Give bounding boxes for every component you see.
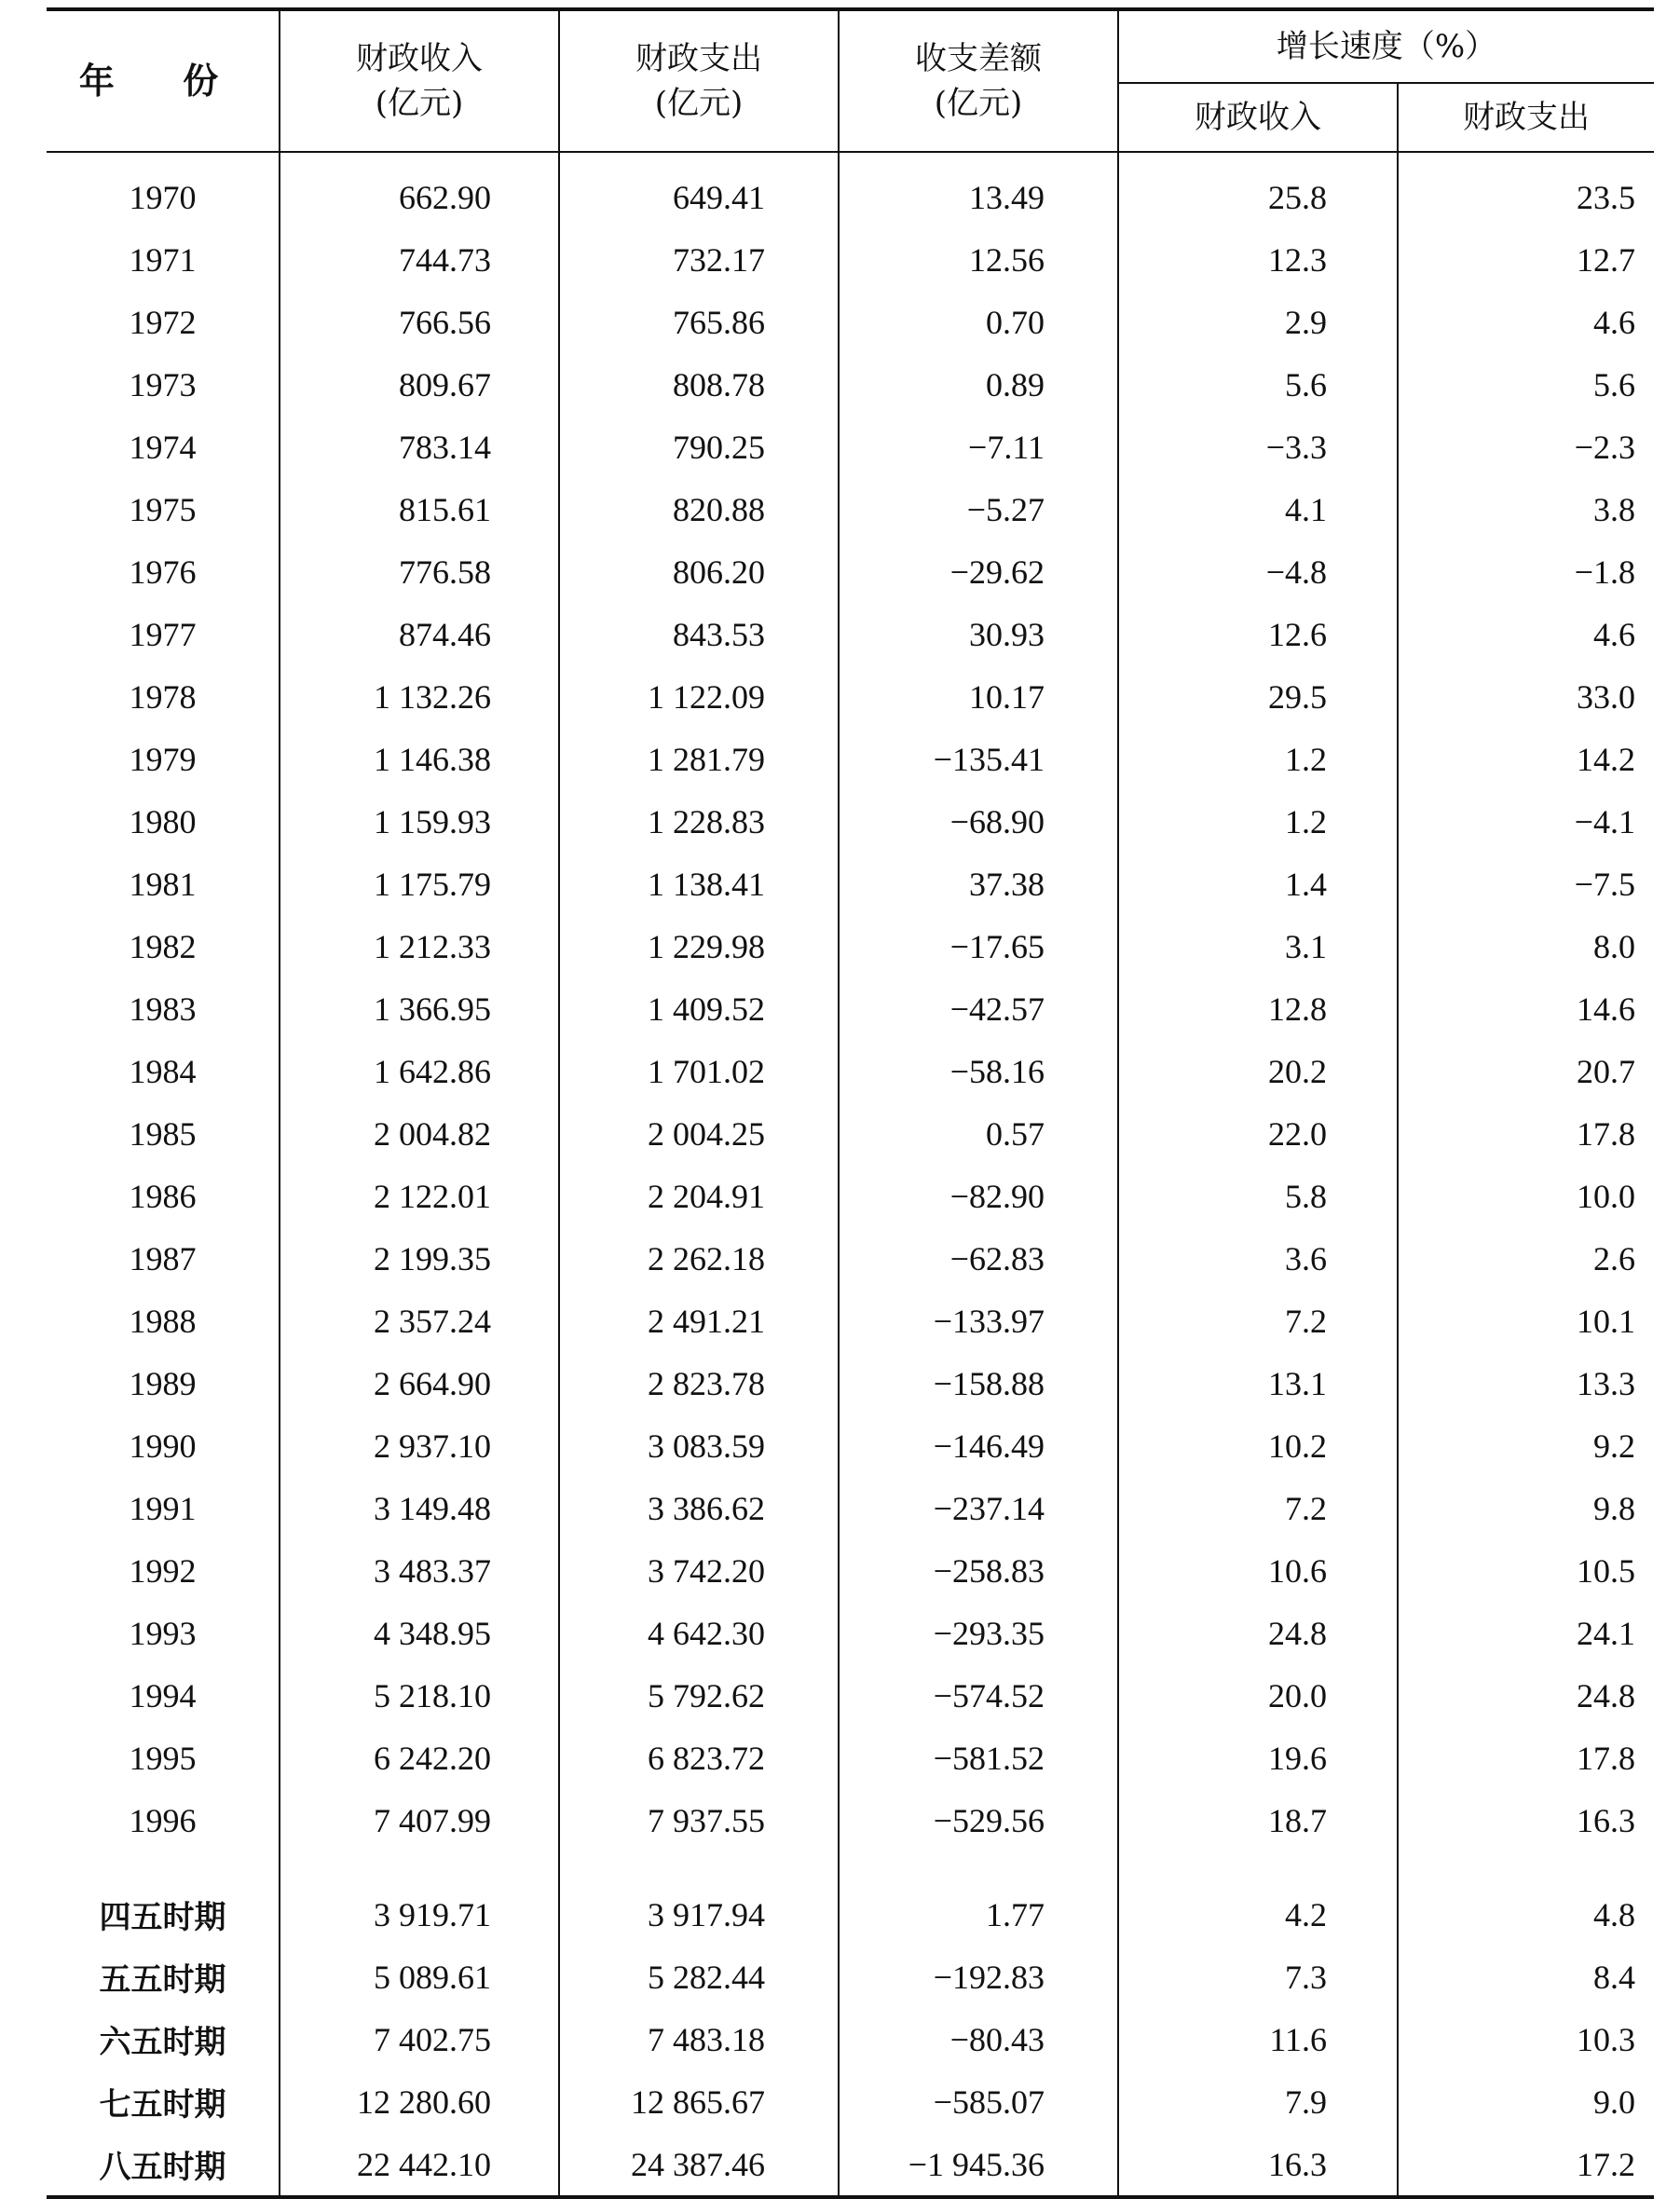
balance-cell: −80.43	[839, 2008, 1118, 2070]
year-cell: 六五时期	[99, 2024, 226, 2061]
balance-cell: −158.88	[839, 1352, 1118, 1414]
income-cell: 6 242.20	[280, 1727, 559, 1789]
income-cell: 1 146.38	[280, 728, 559, 790]
growth-expenditure-cell: 9.0	[1398, 2070, 1654, 2133]
table-row	[47, 603, 1654, 665]
expenditure-cell: 765.86	[559, 291, 839, 353]
growth-expenditure-cell: 10.3	[1398, 2008, 1654, 2070]
growth-expenditure-cell: 10.0	[1398, 1165, 1654, 1227]
growth-income-cell: 18.7	[1118, 1789, 1398, 1851]
growth-income-cell: 1.2	[1118, 790, 1398, 853]
year-cell: 1995	[129, 1739, 197, 1777]
growth-expenditure-cell: 10.1	[1398, 1290, 1654, 1352]
growth-expenditure-cell: 14.6	[1398, 977, 1654, 1040]
year-cell: 1977	[129, 615, 197, 653]
expenditure-cell: 1 122.09	[559, 665, 839, 728]
header-growth-income: 财政收入	[1118, 83, 1398, 152]
growth-income-cell: 4.2	[1118, 1883, 1398, 1946]
period-row	[47, 2070, 1654, 2133]
growth-expenditure-cell: 2.6	[1398, 1227, 1654, 1290]
expenditure-cell: 3 386.62	[559, 1477, 839, 1539]
year-cell: 1994	[129, 1676, 197, 1714]
growth-income-cell: 16.3	[1118, 2133, 1398, 2197]
growth-income-cell: 12.6	[1118, 603, 1398, 665]
income-cell: 815.61	[280, 478, 559, 540]
growth-expenditure-cell: −7.5	[1398, 853, 1654, 915]
table-row	[47, 790, 1654, 853]
balance-cell: −237.14	[839, 1477, 1118, 1539]
growth-expenditure-cell: 8.4	[1398, 1946, 1654, 2008]
balance-cell: −293.35	[839, 1602, 1118, 1664]
growth-income-cell: 5.6	[1118, 353, 1398, 416]
year-cell: 1981	[129, 865, 197, 903]
growth-expenditure-cell: 24.1	[1398, 1602, 1654, 1664]
growth-expenditure-cell: 23.5	[1398, 152, 1654, 228]
income-cell: 2 357.24	[280, 1290, 559, 1352]
income-cell: 1 159.93	[280, 790, 559, 853]
growth-income-cell: −3.3	[1118, 416, 1398, 478]
expenditure-cell: 3 917.94	[559, 1883, 839, 1946]
table-row	[47, 353, 1654, 416]
income-cell: 2 004.82	[280, 1102, 559, 1165]
growth-expenditure-cell: 5.6	[1398, 353, 1654, 416]
expenditure-cell: 1 281.79	[559, 728, 839, 790]
period-row	[47, 2133, 1654, 2197]
expenditure-cell: 24 387.46	[559, 2133, 839, 2197]
income-cell: 1 366.95	[280, 977, 559, 1040]
growth-income-cell: 10.6	[1118, 1539, 1398, 1602]
table-row	[47, 1539, 1654, 1602]
expenditure-cell: 3 083.59	[559, 1414, 839, 1477]
growth-income-cell: 7.2	[1118, 1290, 1398, 1352]
balance-cell: 0.89	[839, 353, 1118, 416]
growth-income-cell: 20.0	[1118, 1664, 1398, 1727]
income-cell: 12 280.60	[280, 2070, 559, 2133]
expenditure-cell: 1 138.41	[559, 853, 839, 915]
spacer-cell	[839, 1851, 1118, 1883]
expenditure-cell: 820.88	[559, 478, 839, 540]
header-balance-unit: (亿元)	[934, 85, 1023, 122]
balance-cell: −5.27	[839, 478, 1118, 540]
growth-income-cell: 22.0	[1118, 1102, 1398, 1165]
growth-expenditure-cell: −1.8	[1398, 540, 1654, 603]
header-expenditure-unit: (亿元)	[654, 85, 744, 122]
growth-expenditure-cell: 4.6	[1398, 603, 1654, 665]
growth-expenditure-cell: 24.8	[1398, 1664, 1654, 1727]
income-cell: 7 402.75	[280, 2008, 559, 2070]
growth-expenditure-cell: 33.0	[1398, 665, 1654, 728]
income-cell: 2 199.35	[280, 1227, 559, 1290]
growth-income-cell: 2.9	[1118, 291, 1398, 353]
growth-income-cell: 29.5	[1118, 665, 1398, 728]
table-row	[47, 1040, 1654, 1102]
income-cell: 809.67	[280, 353, 559, 416]
growth-expenditure-cell: 10.5	[1398, 1539, 1654, 1602]
balance-cell: −68.90	[839, 790, 1118, 853]
expenditure-cell: 6 823.72	[559, 1727, 839, 1789]
growth-expenditure-cell: 12.7	[1398, 228, 1654, 291]
income-cell: 776.58	[280, 540, 559, 603]
table-row	[47, 1664, 1654, 1727]
growth-expenditure-cell: 3.8	[1398, 478, 1654, 540]
year-cell: 1978	[129, 677, 197, 716]
expenditure-cell: 1 701.02	[559, 1040, 839, 1102]
growth-income-cell: 19.6	[1118, 1727, 1398, 1789]
balance-cell: 12.56	[839, 228, 1118, 291]
balance-cell: −42.57	[839, 977, 1118, 1040]
growth-income-cell: 3.1	[1118, 915, 1398, 977]
income-cell: 662.90	[280, 152, 559, 228]
expenditure-cell: 1 229.98	[559, 915, 839, 977]
spacer-cell	[47, 1851, 280, 1883]
growth-income-cell: 10.2	[1118, 1414, 1398, 1477]
growth-income-cell: 5.8	[1118, 1165, 1398, 1227]
growth-expenditure-cell: 4.8	[1398, 1883, 1654, 1946]
growth-income-cell: 1.2	[1118, 728, 1398, 790]
balance-cell: 13.49	[839, 152, 1118, 228]
income-cell: 2 937.10	[280, 1414, 559, 1477]
year-cell: 1976	[129, 553, 197, 591]
table-row	[47, 291, 1654, 353]
year-cell: 1989	[129, 1364, 197, 1402]
year-cell: 八五时期	[99, 2149, 226, 2186]
expenditure-cell: 2 004.25	[559, 1102, 839, 1165]
table-row	[47, 728, 1654, 790]
expenditure-cell: 5 792.62	[559, 1664, 839, 1727]
balance-cell: −192.83	[839, 1946, 1118, 2008]
growth-expenditure-cell: 8.0	[1398, 915, 1654, 977]
income-cell: 2 122.01	[280, 1165, 559, 1227]
year-cell: 1973	[129, 365, 197, 403]
year-cell: 1982	[129, 927, 197, 965]
table-row	[47, 1290, 1654, 1352]
growth-expenditure-cell: 16.3	[1398, 1789, 1654, 1851]
growth-income-cell: 13.1	[1118, 1352, 1398, 1414]
period-row	[47, 1946, 1654, 2008]
balance-cell: −58.16	[839, 1040, 1118, 1102]
income-cell: 3 919.71	[280, 1883, 559, 1946]
income-cell: 4 348.95	[280, 1602, 559, 1664]
table-header	[47, 9, 1654, 152]
balance-cell: −17.65	[839, 915, 1118, 977]
growth-income-cell: 25.8	[1118, 152, 1398, 228]
growth-income-cell: 7.3	[1118, 1946, 1398, 2008]
header-expenditure	[559, 9, 839, 152]
expenditure-cell: 732.17	[559, 228, 839, 291]
header-income-label: 财政收入	[356, 40, 483, 77]
table-row	[47, 915, 1654, 977]
balance-cell: −581.52	[839, 1727, 1118, 1789]
growth-expenditure-cell: 14.2	[1398, 728, 1654, 790]
year-cell: 1985	[129, 1114, 197, 1153]
header-income-unit: (亿元)	[375, 85, 464, 122]
balance-cell: −574.52	[839, 1664, 1118, 1727]
growth-expenditure-cell: −4.1	[1398, 790, 1654, 853]
spacer-cell	[1398, 1851, 1654, 1883]
year-cell: 1992	[129, 1551, 197, 1590]
table-row	[47, 1227, 1654, 1290]
growth-income-cell: 1.4	[1118, 853, 1398, 915]
table-row	[47, 1352, 1654, 1414]
income-cell: 5 218.10	[280, 1664, 559, 1727]
growth-income-cell: 3.6	[1118, 1227, 1398, 1290]
header-growth: 增长速度（%）	[1118, 9, 1654, 83]
year-cell: 1983	[129, 990, 197, 1028]
year-cell: 1993	[129, 1614, 197, 1652]
table-row	[47, 665, 1654, 728]
fiscal-table	[47, 7, 1654, 2199]
income-cell: 1 212.33	[280, 915, 559, 977]
table-row	[47, 1102, 1654, 1165]
growth-expenditure-cell: 4.6	[1398, 291, 1654, 353]
header-expenditure-label: 财政支出	[635, 40, 762, 77]
expenditure-cell: 806.20	[559, 540, 839, 603]
income-cell: 5 089.61	[280, 1946, 559, 2008]
growth-expenditure-cell: 17.8	[1398, 1102, 1654, 1165]
growth-income-cell: 20.2	[1118, 1040, 1398, 1102]
income-cell: 744.73	[280, 228, 559, 291]
header-year: 年 份	[78, 60, 247, 102]
expenditure-cell: 12 865.67	[559, 2070, 839, 2133]
table-row	[47, 853, 1654, 915]
year-cell: 1991	[129, 1489, 197, 1527]
balance-cell: −62.83	[839, 1227, 1118, 1290]
year-cell: 1988	[129, 1302, 197, 1340]
table-row	[47, 977, 1654, 1040]
header-growth-expenditure: 财政支出	[1398, 83, 1654, 152]
balance-cell: 10.17	[839, 665, 1118, 728]
year-cell: 四五时期	[99, 1899, 226, 1936]
balance-cell: 37.38	[839, 853, 1118, 915]
balance-cell: 30.93	[839, 603, 1118, 665]
year-cell: 1990	[129, 1427, 197, 1465]
spacer-cell	[1118, 1851, 1398, 1883]
growth-expenditure-cell: 17.8	[1398, 1727, 1654, 1789]
expenditure-cell: 843.53	[559, 603, 839, 665]
period-row	[47, 1883, 1654, 1946]
expenditure-cell: 2 491.21	[559, 1290, 839, 1352]
year-cell: 1979	[129, 740, 197, 778]
year-cell: 五五时期	[99, 1961, 226, 1999]
year-cell: 1996	[129, 1801, 197, 1839]
table-row	[47, 1414, 1654, 1477]
balance-cell: −585.07	[839, 2070, 1118, 2133]
growth-income-cell: 12.8	[1118, 977, 1398, 1040]
balance-cell: −82.90	[839, 1165, 1118, 1227]
growth-expenditure-cell: 17.2	[1398, 2133, 1654, 2197]
table-row	[47, 1602, 1654, 1664]
year-cell: 七五时期	[99, 2086, 226, 2124]
period-row	[47, 2008, 1654, 2070]
year-cell: 1971	[129, 240, 197, 279]
balance-cell: −7.11	[839, 416, 1118, 478]
expenditure-cell: 790.25	[559, 416, 839, 478]
balance-cell: −135.41	[839, 728, 1118, 790]
income-cell: 1 175.79	[280, 853, 559, 915]
income-cell: 1 132.26	[280, 665, 559, 728]
balance-cell: 0.57	[839, 1102, 1118, 1165]
growth-income-cell: 7.2	[1118, 1477, 1398, 1539]
balance-cell: −1 945.36	[839, 2133, 1118, 2197]
expenditure-cell: 649.41	[559, 152, 839, 228]
year-cell: 1984	[129, 1052, 197, 1090]
year-cell: 1972	[129, 303, 197, 341]
growth-income-cell: −4.8	[1118, 540, 1398, 603]
table-row	[47, 416, 1654, 478]
growth-income-cell: 11.6	[1118, 2008, 1398, 2070]
income-cell: 3 483.37	[280, 1539, 559, 1602]
balance-cell: −258.83	[839, 1539, 1118, 1602]
growth-expenditure-cell: −2.3	[1398, 416, 1654, 478]
year-cell: 1986	[129, 1177, 197, 1215]
income-cell: 766.56	[280, 291, 559, 353]
year-cell: 1980	[129, 802, 197, 840]
income-cell: 22 442.10	[280, 2133, 559, 2197]
table-row	[47, 478, 1654, 540]
header-balance	[839, 9, 1118, 152]
expenditure-cell: 4 642.30	[559, 1602, 839, 1664]
table-row	[47, 540, 1654, 603]
income-cell: 874.46	[280, 603, 559, 665]
table-body	[47, 152, 1654, 2197]
table-row	[47, 152, 1654, 228]
growth-expenditure-cell: 20.7	[1398, 1040, 1654, 1102]
balance-cell: 1.77	[839, 1883, 1118, 1946]
growth-income-cell: 4.1	[1118, 478, 1398, 540]
year-cell: 1987	[129, 1239, 197, 1277]
growth-expenditure-cell: 9.8	[1398, 1477, 1654, 1539]
table-row	[47, 1789, 1654, 1851]
balance-cell: 0.70	[839, 291, 1118, 353]
growth-expenditure-cell: 9.2	[1398, 1414, 1654, 1477]
expenditure-cell: 2 204.91	[559, 1165, 839, 1227]
income-cell: 1 642.86	[280, 1040, 559, 1102]
year-cell: 1974	[129, 428, 197, 466]
expenditure-cell: 2 823.78	[559, 1352, 839, 1414]
expenditure-cell: 808.78	[559, 353, 839, 416]
growth-income-cell: 24.8	[1118, 1602, 1398, 1664]
balance-cell: −529.56	[839, 1789, 1118, 1851]
year-cell: 1975	[129, 490, 197, 528]
expenditure-cell: 1 228.83	[559, 790, 839, 853]
section-spacer	[47, 1851, 1654, 1883]
income-cell: 7 407.99	[280, 1789, 559, 1851]
growth-income-cell: 7.9	[1118, 2070, 1398, 2133]
expenditure-cell: 3 742.20	[559, 1539, 839, 1602]
spacer-cell	[280, 1851, 559, 1883]
expenditure-cell: 7 937.55	[559, 1789, 839, 1851]
header-income	[280, 9, 559, 152]
balance-cell: −133.97	[839, 1290, 1118, 1352]
growth-income-cell: 12.3	[1118, 228, 1398, 291]
table-row	[47, 228, 1654, 291]
expenditure-cell: 5 282.44	[559, 1946, 839, 2008]
balance-cell: −29.62	[839, 540, 1118, 603]
spacer-cell	[559, 1851, 839, 1883]
table-row	[47, 1477, 1654, 1539]
year-cell: 1970	[129, 178, 197, 216]
income-cell: 2 664.90	[280, 1352, 559, 1414]
table-row	[47, 1727, 1654, 1789]
expenditure-cell: 1 409.52	[559, 977, 839, 1040]
fiscal-table-page	[47, 7, 1654, 2186]
expenditure-cell: 7 483.18	[559, 2008, 839, 2070]
growth-expenditure-cell: 13.3	[1398, 1352, 1654, 1414]
table-row	[47, 1165, 1654, 1227]
balance-cell: −146.49	[839, 1414, 1118, 1477]
expenditure-cell: 2 262.18	[559, 1227, 839, 1290]
income-cell: 3 149.48	[280, 1477, 559, 1539]
income-cell: 783.14	[280, 416, 559, 478]
header-balance-label: 收支差额	[915, 40, 1042, 77]
